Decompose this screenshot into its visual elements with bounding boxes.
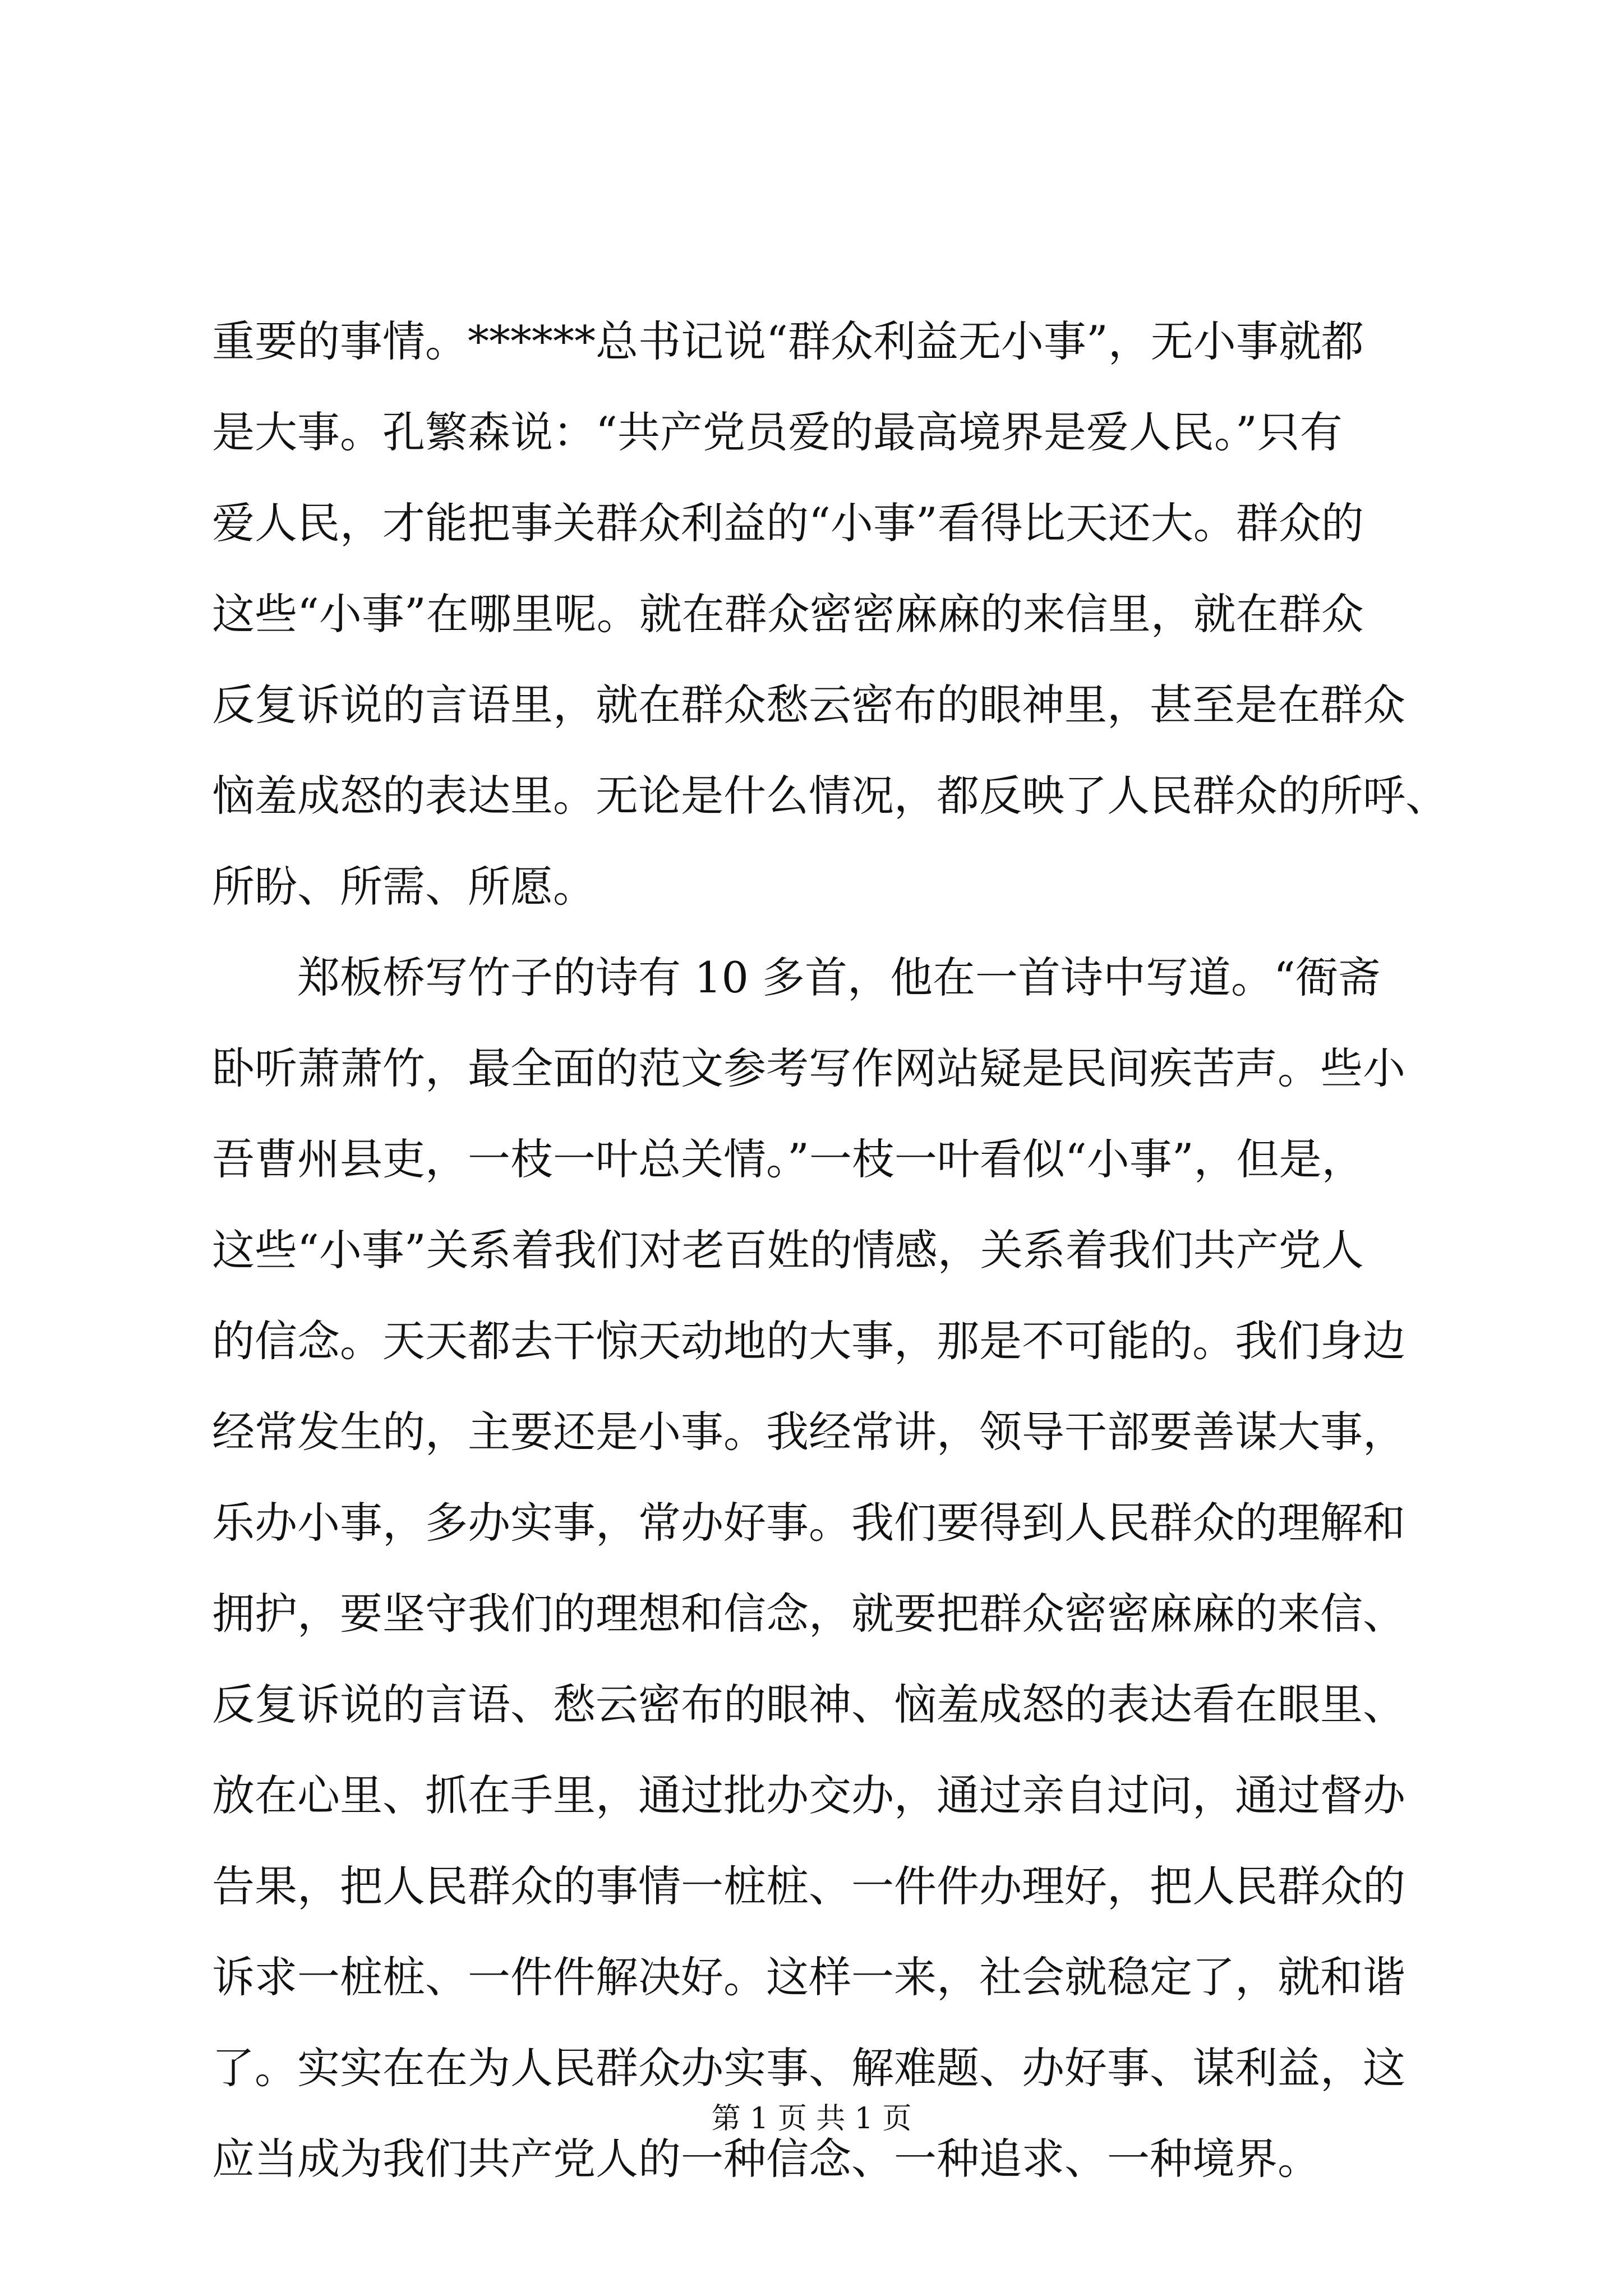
text-line: 诉求一桩桩、一件件解决好。这样一来，社会就稳定了，就和谐	[212, 1952, 1405, 2002]
document-body	[212, 296, 1448, 2205]
text-line: 乐办小事，多办实事，常办好事。我们要得到人民群众的理解和	[212, 1498, 1405, 1548]
text-line: 的信念。天天都去干惊天动地的大事，那是不可能的。我们身边	[212, 1316, 1405, 1366]
page-number-footer: 第 1 页 共 1 页	[711, 2102, 912, 2136]
text-line: 拥护，要坚守我们的理想和信念，就要把群众密密麻麻的来信、	[212, 1589, 1405, 1639]
text-line: 这些“小事”在哪里呢。就在群众密密麻麻的来信里，就在群众	[212, 589, 1364, 639]
text-line: 这些“小事”关系着我们对老百姓的情感，关系着我们共产党人	[212, 1225, 1364, 1275]
text-line: 卧听萧萧竹，最全面的范文参考写作网站疑是民间疾苦声。些小	[212, 1043, 1405, 1093]
text-line: 应当成为我们共产党人的一种信念、一种追求、一种境界。	[212, 2134, 1320, 2184]
text-line: 经常发生的，主要还是小事。我经常讲，领导干部要善谋大事，	[212, 1407, 1405, 1457]
text-line: 吾曹州县吏，一枝一叶总关情。”一枝一叶看似“小事”，但是，	[212, 1134, 1364, 1184]
text-line: 郑板桥写竹子的诗有 10 多首，他在一首诗中写道。“衙斋	[212, 953, 1381, 1002]
text-line: 是大事。孔繁森说：“共产党员爱的最高境界是爱人民。”只有	[212, 407, 1343, 457]
text-line: 反复诉说的言语、愁云密布的眼神、恼羞成怒的表达看在眼里、	[212, 1680, 1405, 1729]
text-line: 所盼、所需、所愿。	[212, 862, 596, 912]
text-line: 重要的事情。******总书记说“群众利益无小事”，无小事就都	[212, 316, 1364, 366]
text-line: 反复诉说的言语里，就在群众愁云密布的眼神里，甚至是在群众	[212, 680, 1405, 730]
text-line: 告果，把人民群众的事情一桩桩、一件件办理好，把人民群众的	[212, 1861, 1405, 1911]
text-line: 放在心里、抓在手里，通过批办交办，通过亲自过问，通过督办	[212, 1770, 1405, 1820]
text-line: 爱人民，才能把事关群众利益的“小事”看得比天还大。群众的	[212, 498, 1364, 548]
text-line: 恼羞成怒的表达里。无论是什么情况，都反映了人民群众的所呼、	[212, 771, 1448, 821]
text-line: 了。实实在在为人民群众办实事、解难题、办好事、谋利益，这	[212, 2043, 1405, 2093]
